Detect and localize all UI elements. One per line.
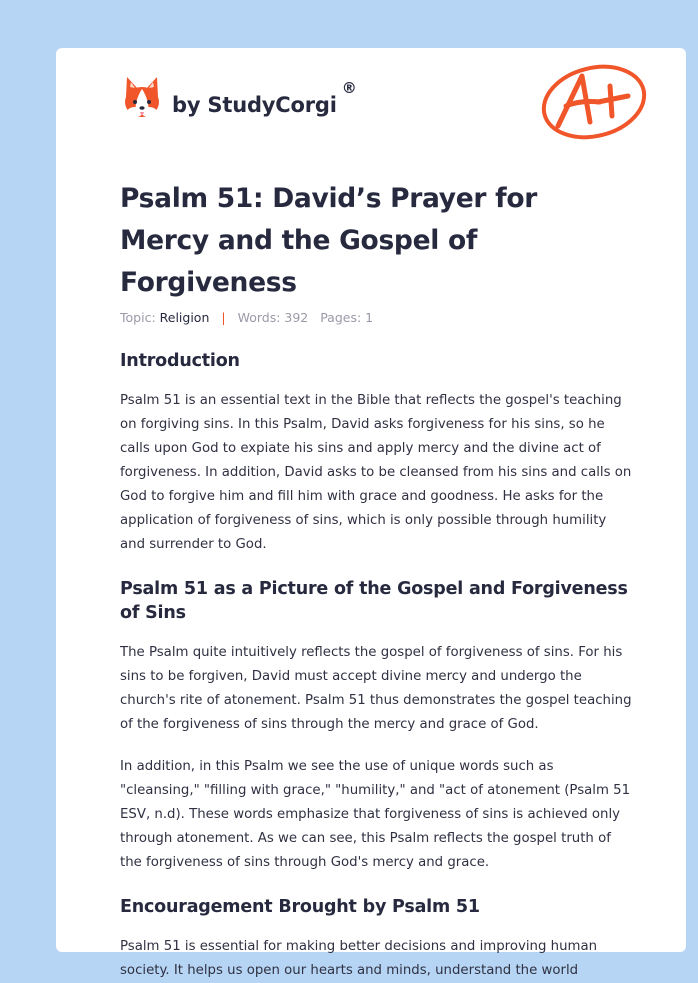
registered-mark: ® xyxy=(341,79,357,97)
section-heading-gospel: Psalm 51 as a Picture of the Gospel and Forgiveness of Sins xyxy=(120,579,628,623)
meta-separator: | xyxy=(221,310,226,325)
section-paragraph: Psalm 51 is essential for making better decisions and improving human society. It helps us open our hearts and minds, understand the world xyxy=(120,939,598,978)
document-page xyxy=(56,48,686,978)
article-title: Psalm 51: David’s Prayer for Mercy and the Gospel of Forgiveness xyxy=(120,183,538,298)
topic-value[interactable]: Religion xyxy=(159,310,210,325)
word-count: Words: 392 xyxy=(237,310,309,325)
article-meta xyxy=(120,310,634,325)
section-paragraph: Psalm 51 is an essential text in the Bible that reflects the gospel's teaching on forgiving sins. In this Psalm, David asks forgiveness for his sins, so he calls upon God to expiate his sins and apply mercy and the divine act of forgiveness. In addition, David asks to be cleansed from his sins and calls on God to forgive him and fill him with grace and goodness. He asks for the application of forgiveness of sins, which is only possible through humility and surrender to God. xyxy=(120,393,632,552)
a-plus-grade-icon xyxy=(538,60,650,148)
article-content xyxy=(120,178,634,983)
section-paragraph: The Psalm quite intuitively reflects the gospel of forgiveness of sins. For his sins to be forgiven, David must accept divine mercy and undergo the church's rite of atonement. Psalm 51 thus demonstrates the gospel teaching of the forgiveness of sins through the mercy and grace of God. xyxy=(120,645,632,732)
section-heading-encouragement: Encouragement Brought by Psalm 51 xyxy=(120,897,480,917)
page-count: Pages: 1 xyxy=(320,310,374,325)
brand-header[interactable] xyxy=(122,76,357,124)
corgi-head-icon xyxy=(122,75,162,125)
section-heading-introduction: Introduction xyxy=(120,351,240,371)
section-paragraph: In addition, in this Psalm we see the use of unique words such as "cleansing," "filling with grace," "humility," and "act of atonement (Psalm 51 ESV, n.d). These words emphasize that forgiveness of sins is achieved only through atonement. As we can see, this Psalm reflects the gospel truth of the forgiveness of sins through God's mercy and grace. xyxy=(120,759,631,870)
brand-name: by StudyCorgi xyxy=(172,93,337,117)
topic-label: Topic: xyxy=(120,310,156,325)
